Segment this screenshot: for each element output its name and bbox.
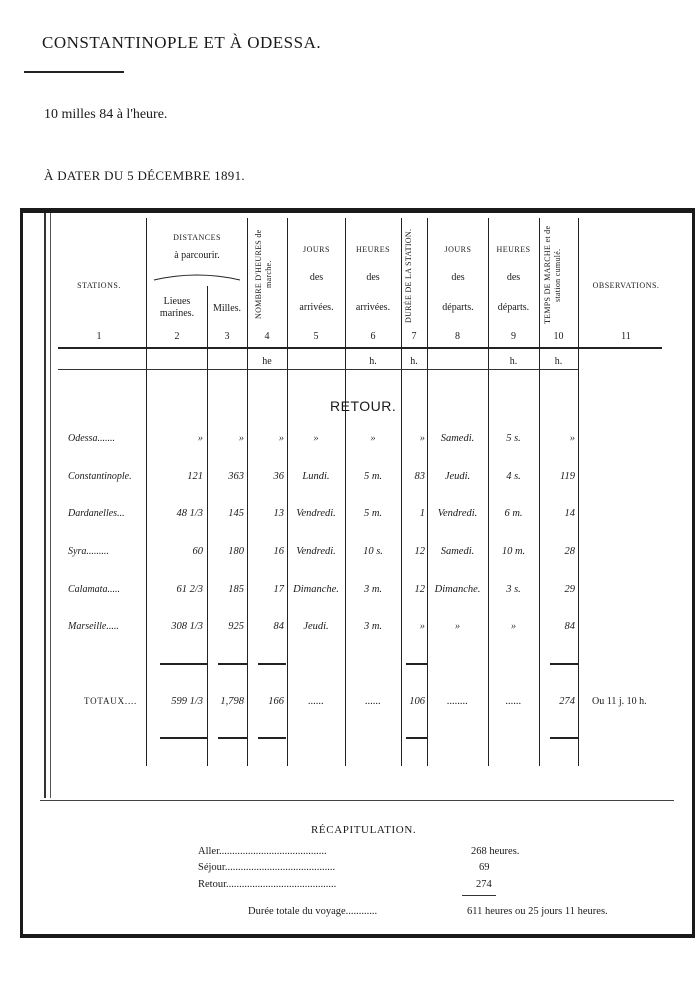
station-name: Dardanelles... <box>68 508 125 519</box>
recap-sum-rule <box>462 895 496 896</box>
cell-heure-dep: » <box>510 621 517 632</box>
totals-lieues: 599 1/3 <box>171 696 203 707</box>
units-bottom-rule <box>58 369 578 370</box>
col-number-11: 11 <box>621 331 631 342</box>
cell-duree: » <box>419 433 425 444</box>
cell-lieues: 48 1/3 <box>176 508 203 519</box>
unit-col-7: h. <box>410 356 418 367</box>
cell-heure-arr: 5 m. <box>363 508 383 519</box>
totals-heure-dep: ...... <box>505 696 522 707</box>
header-duree-station: DURÉE DE LA STATION. <box>404 228 413 324</box>
station-name: Calamata..... <box>68 584 120 595</box>
cell-milles: 180 <box>228 546 244 557</box>
header-temps-marche: TEMPS DE MARCHE et de station cumulé. <box>543 225 562 325</box>
header-bottom-rule <box>58 347 662 349</box>
cell-milles: 363 <box>228 471 244 482</box>
header-jours-arrivees-3: arrivées. <box>299 302 334 313</box>
recap-title: RÉCAPITULATION. <box>311 824 417 836</box>
recap-retour-value: 274 <box>476 879 492 890</box>
cell-heure-dep: 4 s. <box>506 471 521 482</box>
unit-col-9: h. <box>509 356 518 367</box>
frame-inner-left-rule <box>44 213 46 798</box>
cell-milles: 185 <box>228 584 244 595</box>
header-jours-departs-3: départs. <box>442 302 474 313</box>
header-heures-arrivees-2: des <box>366 272 380 283</box>
total-rule-milles-2 <box>218 737 248 739</box>
totals-duree: 106 <box>409 696 425 707</box>
col-number-5: 5 <box>313 331 319 342</box>
cell-jour-arr: Jeudi. <box>303 621 329 632</box>
cell-jour-dep: » <box>454 621 461 632</box>
cell-heure-dep: 10 m. <box>501 546 526 557</box>
totals-observations: Ou 11 j. 10 h. <box>592 696 647 707</box>
col-number-2: 2 <box>174 331 180 342</box>
cell-jour-dep: Jeudi. <box>444 471 471 482</box>
station-name: Marseille..... <box>68 621 119 632</box>
cell-milles: 925 <box>228 621 244 632</box>
header-jours-departs-2: des <box>451 272 465 283</box>
col-number-1: 1 <box>96 331 102 342</box>
cell-heures: 36 <box>273 471 284 482</box>
col-rule-8 <box>488 218 489 766</box>
header-distances: DISTANCES <box>173 233 221 242</box>
cell-jour-arr: Dimanche. <box>293 584 339 595</box>
col-number-8: 8 <box>455 331 460 342</box>
col-rule-9 <box>539 218 540 766</box>
effective-date: À DATER DU 5 DÉCEMBRE 1891. <box>44 168 245 183</box>
col-rule-7 <box>427 218 428 766</box>
totals-cumul: 274 <box>559 696 575 707</box>
cell-heures: 16 <box>273 546 284 557</box>
header-stations: STATIONS. <box>77 281 121 290</box>
cell-cumul: 29 <box>564 584 575 595</box>
header-heures-arrivees-1: HEURES <box>355 245 391 254</box>
recap-retour-label: Retour.......................................... <box>198 879 337 890</box>
cell-lieues: 60 <box>192 546 203 557</box>
cell-duree: » <box>419 621 425 632</box>
header-jours-arrivees-1: JOURS <box>303 245 330 254</box>
total-rule-lieues-2 <box>160 737 208 739</box>
col-rule-3 <box>247 218 248 766</box>
header-lieues: Lieues marines. <box>159 296 195 319</box>
total-rule-milles <box>218 663 248 665</box>
cell-cumul: 84 <box>564 621 575 632</box>
station-name: Odessa....... <box>68 433 115 444</box>
total-rule-duree-2 <box>406 737 428 739</box>
station-name: Syra......... <box>68 546 109 557</box>
cell-duree: 12 <box>414 584 425 595</box>
col-rule-10 <box>578 218 579 766</box>
cell-jour-dep: Samedi. <box>440 546 475 557</box>
cell-jour-arr: Vendredi. <box>296 508 336 519</box>
total-rule-heures-2 <box>258 737 286 739</box>
cell-heure-dep: 6 m. <box>504 508 523 519</box>
cell-jour-dep: Vendredi. <box>437 508 478 519</box>
col-number-9: 9 <box>511 331 516 342</box>
col-number-7: 7 <box>411 331 417 342</box>
header-heures-arrivees-3: arrivées. <box>355 302 391 313</box>
cell-duree: 83 <box>414 471 425 482</box>
total-rule-cumul-2 <box>550 737 578 739</box>
header-milles: Milles. <box>212 303 242 314</box>
total-rule-duree <box>406 663 428 665</box>
total-rule-lieues <box>160 663 208 665</box>
col-number-4: 4 <box>264 331 270 342</box>
cell-milles: 145 <box>228 508 244 519</box>
cell-cumul: 14 <box>564 508 575 519</box>
cell-lieues: 121 <box>187 471 203 482</box>
totals-milles: 1,798 <box>220 696 244 707</box>
total-rule-heures <box>258 663 286 665</box>
recap-sejour-value: 69 <box>479 862 490 873</box>
cell-lieues: 308 1/3 <box>171 621 203 632</box>
cell-cumul: 119 <box>560 471 575 482</box>
header-heures-departs-2: des <box>506 272 521 283</box>
header-a-parcourir: à parcourir. <box>174 250 220 261</box>
cell-lieues: » <box>197 433 203 444</box>
unit-col-6: h. <box>369 356 377 367</box>
cell-heure-arr: 3 m. <box>363 584 383 595</box>
cell-milles: » <box>238 433 244 444</box>
station-name: Constantinople. <box>68 471 132 482</box>
cell-lieues: 61 2/3 <box>176 584 203 595</box>
cell-heures: 17 <box>273 584 284 595</box>
cell-cumul: » <box>569 433 575 444</box>
col-rule-6 <box>401 218 402 766</box>
speed-note: 10 milles 84 à l'heure. <box>44 107 168 122</box>
frame-inner-left-rule-2 <box>50 213 51 798</box>
unit-col-4: he <box>262 356 272 367</box>
col-number-10: 10 <box>553 331 564 342</box>
col-rule-2 <box>207 286 208 766</box>
header-heures-departs-1: HEURES <box>496 245 531 254</box>
cell-jour-arr: » <box>313 433 319 444</box>
totals-label: TOTAUX.... <box>84 696 138 706</box>
recap-total-label: Durée totale du voyage............ <box>248 906 378 917</box>
cell-cumul: 28 <box>564 546 575 557</box>
cell-heure-dep: 5 s. <box>506 433 521 444</box>
section-title-retour: RETOUR. <box>330 398 397 414</box>
totals-jour-arr: ...... <box>308 696 324 707</box>
cell-duree: 1 <box>419 508 425 519</box>
cell-heure-arr: 5 m. <box>363 471 383 482</box>
unit-col-10: h. <box>554 356 563 367</box>
totals-jour-dep: ........ <box>447 696 468 707</box>
cell-jour-dep: Dimanche. <box>434 584 481 595</box>
cell-jour-arr: Vendredi. <box>296 546 336 557</box>
header-observations: OBSERVATIONS. <box>592 281 660 290</box>
recap-total-value: 611 heures ou 25 jours 11 heures. <box>467 906 608 917</box>
col-number-6: 6 <box>370 331 376 342</box>
totals-heure-arr: ...... <box>365 696 381 707</box>
recap-sejour-label: Séjour.......................................... <box>198 862 336 873</box>
cell-heures: 13 <box>273 508 284 519</box>
cell-jour-arr: Lundi. <box>302 471 330 482</box>
col-rule-5 <box>345 218 346 766</box>
header-jours-departs-1: JOURS <box>444 245 472 254</box>
recap-aller-value: 268 heures. <box>471 846 520 857</box>
cell-heure-arr: 10 s. <box>363 546 383 557</box>
col-number-3: 3 <box>224 331 230 342</box>
recap-aller-label: Aller......................................... <box>198 846 327 857</box>
distances-brace <box>152 272 242 282</box>
title-underline <box>24 71 124 73</box>
header-heures-departs-3: départs. <box>497 302 530 313</box>
col-rule-4 <box>287 218 288 766</box>
cell-duree: 12 <box>414 546 425 557</box>
totals-heures: 166 <box>268 696 284 707</box>
header-jours-arrivees-2: des <box>309 272 324 283</box>
cell-heure-arr: » <box>370 433 376 444</box>
cell-heure-dep: 3 s. <box>506 584 521 595</box>
cell-heure-arr: 3 m. <box>363 621 383 632</box>
cell-heures: 84 <box>273 621 284 632</box>
cell-heures: » <box>278 433 284 444</box>
total-rule-cumul <box>550 663 578 665</box>
recap-rule <box>40 800 674 801</box>
header-nombre-heures: NOMBRE D'HEURES de marche. <box>254 229 273 319</box>
page-title: CONSTANTINOPLE ET À ODESSA. <box>42 33 322 52</box>
cell-jour-dep: Samedi. <box>440 433 475 444</box>
